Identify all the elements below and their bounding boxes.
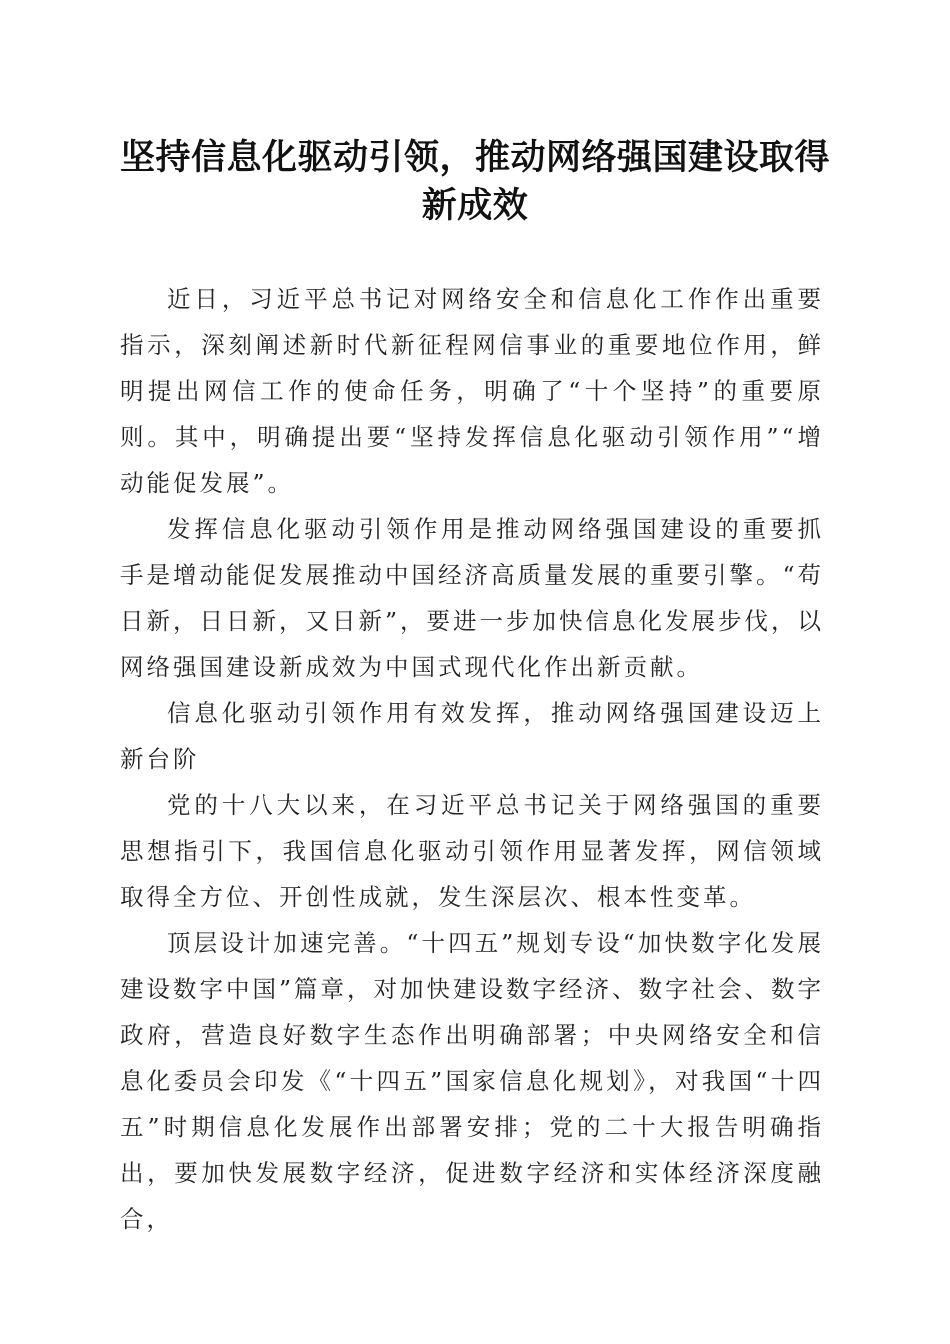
document-title: 坚持信息化驱动引领，推动网络强国建设取得新成效 xyxy=(119,137,830,226)
paragraph: 党的十八大以来，在习近平总书记关于网络强国的重要思想指引下，我国信息化驱动引领作用显著发挥，网信领域取得全方位、开创性成就，发生深层次、根本性变革。 xyxy=(120,791,824,911)
paragraph: 顶层设计加速完善。“十四五”规划专设“加快数字化发展建设数字中国”篇章，对加快建设数字经济、数字社会、数字政府，营造良好数字生态作出明确部署；中央网络安全和信息化委员会印发《“十四五”国家信息化规划》，对我国“十四五”时期信息化发展作出部署安排；党的二十大报告明确指出，要加快发展数字经济，促进数字经济和实体经济深度融合， xyxy=(120,929,825,1233)
document-body xyxy=(120,276,824,1242)
paragraph: 近日，习近平总书记对网络安全和信息化工作作出重要指示，深刻阐述新时代新征程网信事业的重要地位作用，鲜明提出网信工作的使命任务，明确了“十个坚持”的重要原则。其中，明确提出要“坚持发挥信息化驱动引领作用”“增动能促发展”。 xyxy=(120,285,824,497)
paragraph: 发挥信息化驱动引领作用是推动网络强国建设的重要抓手是增动能促发展推动中国经济高质量发展的重要引擎。“苟日新，日日新，又日新”，要进一步加快信息化发展步伐，以网络强国建设新成效为中国式现代化作出新贡献。 xyxy=(120,515,825,681)
section-heading: 信息化驱动引领作用有效发挥，推动网络强国建设迈上新台阶 xyxy=(120,699,824,773)
